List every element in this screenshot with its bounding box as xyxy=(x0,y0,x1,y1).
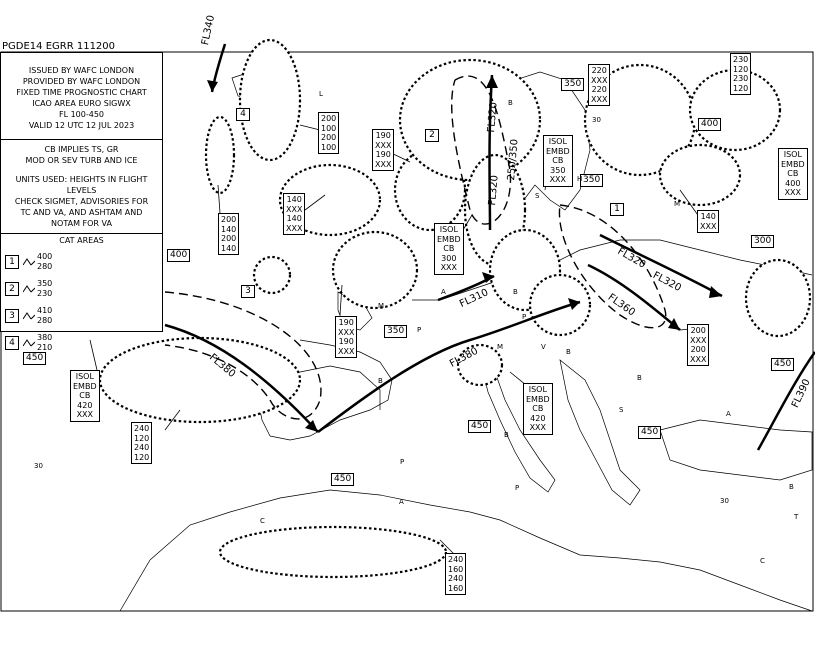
box-line: ISOL xyxy=(528,385,547,394)
cat-area-number: 2 xyxy=(5,282,19,296)
box-line: 200 xyxy=(221,234,237,243)
jet-level-label: FL380 xyxy=(448,345,481,370)
map-letter: P xyxy=(400,458,405,466)
box-line: ISOL xyxy=(783,150,802,159)
map-letter: P xyxy=(515,484,520,492)
map-letter: B xyxy=(637,374,642,382)
cat-area-values xyxy=(37,306,52,326)
map-letter: T xyxy=(794,513,799,521)
box-line: 200 xyxy=(321,114,337,123)
box-line: 120 xyxy=(733,83,749,93)
box-line: 190 xyxy=(338,337,354,346)
box-line: ISOL xyxy=(75,372,94,381)
box-line: EMBD xyxy=(546,146,570,156)
box-line: 240 xyxy=(134,443,150,452)
cat-area-row xyxy=(5,305,162,327)
box-line: 230 xyxy=(733,55,749,64)
map-letter: L xyxy=(319,90,323,98)
map-letter: S xyxy=(619,406,624,414)
issue-line: VALID 12 UTC 12 JUL 2023 xyxy=(28,121,135,130)
map-letter: M xyxy=(674,200,681,208)
map-letter: B xyxy=(566,348,571,356)
issue-line: PROVIDED BY WAFC LONDON xyxy=(22,77,141,86)
box-line: 160 xyxy=(448,583,464,593)
cat-area-row xyxy=(5,251,162,273)
jet-level-label: FL360 xyxy=(605,292,637,319)
map-letter: C xyxy=(760,557,765,565)
turb-icing-box xyxy=(445,553,466,595)
map-letter: P xyxy=(417,326,422,334)
tropopause-label: 450 xyxy=(23,352,46,365)
box-line: 300 xyxy=(441,253,457,263)
cat-area-values xyxy=(37,279,52,299)
box-line: XXX xyxy=(286,223,303,233)
box-line: 200 xyxy=(321,133,337,142)
box-line: XXX xyxy=(338,327,355,337)
box-line: XXX xyxy=(440,263,458,272)
note-line xyxy=(3,166,160,174)
box-line: XXX xyxy=(375,159,392,169)
map-letter: A xyxy=(399,498,404,506)
box-line: 220 xyxy=(591,85,607,94)
turbulence-icon xyxy=(23,339,35,347)
box-line: 350 xyxy=(550,165,566,175)
turb-icing-box xyxy=(335,316,357,358)
box-line: CB xyxy=(532,404,544,413)
cat-area-bottom: 230 xyxy=(37,289,53,298)
cat-area-number: 1 xyxy=(5,255,19,269)
map-letter: H xyxy=(577,175,583,183)
cat-area-number: 4 xyxy=(5,336,19,350)
map-letter: B xyxy=(504,431,509,439)
turb-icing-box xyxy=(131,422,152,464)
turbulence-icon xyxy=(23,312,35,320)
issue-block xyxy=(1,53,162,140)
box-line: XXX xyxy=(529,423,547,432)
tropopause-label: 350 xyxy=(580,174,603,187)
note-line: MOD OR SEV TURB AND ICE xyxy=(25,156,138,165)
cat-marker: 4 xyxy=(236,108,250,121)
cb-info-box xyxy=(543,135,573,187)
notes-block xyxy=(1,140,162,234)
box-line: XXX xyxy=(375,140,392,150)
box-line: 100 xyxy=(321,142,337,152)
box-line: 400 xyxy=(785,178,801,188)
map-letter: 30 xyxy=(34,462,43,470)
box-line: 220 xyxy=(591,66,607,75)
turbulence-icon xyxy=(23,285,35,293)
box-line: 140 xyxy=(286,195,302,204)
turb-icing-box xyxy=(687,324,709,366)
box-line: 420 xyxy=(530,413,546,423)
box-line: 200 xyxy=(221,215,237,224)
issue-line: ICAO AREA EURO SIGWX xyxy=(32,99,131,108)
tropopause-label: 300 xyxy=(751,235,774,248)
box-line: XXX xyxy=(76,410,94,419)
map-letter: V xyxy=(541,343,546,351)
cat-marker: 1 xyxy=(610,203,624,216)
map-letter: A xyxy=(726,410,731,418)
turb-icing-box xyxy=(372,129,394,171)
tropopause-label: 450 xyxy=(638,426,661,439)
cat-area-bottom: 280 xyxy=(37,262,53,271)
box-line: 240 xyxy=(448,574,464,583)
box-line: CB xyxy=(443,244,455,253)
map-letter: P xyxy=(522,313,527,321)
box-line: 120 xyxy=(134,452,150,462)
cat-area-bottom: 280 xyxy=(37,316,53,325)
chart-header: PGDE14 EGRR 111200 xyxy=(2,41,116,52)
tropopause-label: 350 xyxy=(561,78,584,91)
tropopause-label: 350 xyxy=(384,325,407,338)
box-line: 140 xyxy=(286,214,302,223)
note-line: CHECK SIGMET, ADVISORIES FOR xyxy=(14,197,149,206)
box-line: 120 xyxy=(134,433,150,443)
tropopause-label: 400 xyxy=(698,118,721,131)
cat-area-values xyxy=(37,252,52,272)
box-line: 100 xyxy=(321,123,337,133)
box-line: 140 xyxy=(221,224,237,234)
map-letter: B xyxy=(789,483,794,491)
box-line: CB xyxy=(552,156,564,165)
jet-level-label: FL320 xyxy=(650,270,683,294)
box-line: 420 xyxy=(77,400,93,410)
jet-level-label: FL320 xyxy=(486,101,500,133)
issue-line: FIXED TIME PROGNOSTIC CHART xyxy=(16,88,147,97)
jet-level-label: 250/350 xyxy=(506,138,521,181)
box-line: ISOL xyxy=(439,225,458,234)
box-line: EMBD xyxy=(437,234,461,244)
turb-icing-box xyxy=(697,210,719,233)
map-letter: B xyxy=(508,99,513,107)
box-line: EMBD xyxy=(73,381,97,391)
box-line: XXX xyxy=(549,175,567,184)
legend-panel xyxy=(0,52,163,352)
box-line: XXX xyxy=(690,335,707,345)
cat-areas-title: CAT AREAS xyxy=(59,236,104,245)
box-line: EMBD xyxy=(781,159,805,169)
cat-area-values xyxy=(37,333,52,353)
cat-area-top: 410 xyxy=(37,306,53,315)
issue-line: FL 100-450 xyxy=(58,110,105,119)
cb-info-box xyxy=(523,383,553,435)
turb-icing-box xyxy=(283,193,305,235)
box-line: 160 xyxy=(448,564,464,574)
box-line: XXX xyxy=(591,75,608,85)
cat-marker: 3 xyxy=(241,285,255,298)
cb-info-box xyxy=(70,370,100,422)
box-line: 190 xyxy=(375,131,391,140)
box-line: CB xyxy=(79,391,91,400)
box-line: 140 xyxy=(221,243,237,253)
note-line: UNITS USED: HEIGHTS IN FLIGHT LEVELS xyxy=(15,175,148,195)
box-line: XXX xyxy=(591,94,608,104)
box-line: 190 xyxy=(338,318,354,327)
cb-info-box xyxy=(434,223,464,275)
map-letter: 30 xyxy=(592,116,601,124)
cb-info-box xyxy=(778,148,808,200)
jet-level-label: FL320 xyxy=(487,174,501,206)
box-line: XXX xyxy=(338,346,355,356)
box-line: ISOL xyxy=(548,137,567,146)
box-line: 200 xyxy=(690,326,706,335)
jet-fl320-east xyxy=(600,235,722,296)
box-line: 120 xyxy=(733,64,749,74)
box-line: XXX xyxy=(784,188,802,197)
jet-level-label: FL380 xyxy=(206,352,238,380)
issue-line: ISSUED BY WAFC LONDON xyxy=(28,66,135,75)
jet-level-label: FL340 xyxy=(200,14,218,47)
box-line: 200 xyxy=(690,345,706,354)
turb-icing-box xyxy=(318,112,339,154)
cat-area-row xyxy=(5,278,162,300)
box-line: XXX xyxy=(700,221,717,231)
cat-area-top: 400 xyxy=(37,252,53,261)
tropopause-label: 450 xyxy=(468,420,491,433)
turb-icing-box xyxy=(218,213,239,255)
map-letter: C xyxy=(260,517,265,525)
tropopause-label: 400 xyxy=(167,249,190,262)
cat-area-number: 3 xyxy=(5,309,19,323)
jet-level-label: FL310 xyxy=(458,287,491,310)
map-letter: B xyxy=(378,377,383,385)
jet-level-label: FL320 xyxy=(615,246,648,271)
tropopause-label: 450 xyxy=(771,358,794,371)
map-letter: B xyxy=(513,288,518,296)
note-line: CB IMPLIES TS, GR xyxy=(44,145,119,154)
box-line: 240 xyxy=(134,424,150,433)
cat-area-row xyxy=(5,332,162,354)
box-line: XXX xyxy=(690,354,707,364)
box-line: XXX xyxy=(286,204,303,214)
box-line: CB xyxy=(787,169,799,178)
tropopause-label: 450 xyxy=(331,473,354,486)
map-letter: M xyxy=(497,343,504,351)
cat-area-top: 350 xyxy=(37,279,53,288)
map-letter: S xyxy=(535,192,540,200)
box-line: 190 xyxy=(375,150,391,159)
cat-area-top: 380 xyxy=(37,333,53,342)
map-letter: A xyxy=(441,288,446,296)
map-letter: M xyxy=(378,302,385,310)
map-letter: 30 xyxy=(720,497,729,505)
box-line: 140 xyxy=(700,212,716,221)
cat-marker: 2 xyxy=(425,129,439,142)
turbulence-icon xyxy=(23,258,35,266)
box-line: 230 xyxy=(733,74,749,83)
note-line: TC AND VA, AND ASHTAM AND xyxy=(20,208,143,217)
box-line: 240 xyxy=(448,555,464,564)
jet-level-label: FL390 xyxy=(790,377,813,410)
box-line: EMBD xyxy=(526,394,550,404)
note-line: NOTAM FOR VA xyxy=(51,219,112,228)
turb-icing-box xyxy=(730,53,751,95)
turb-icing-box xyxy=(588,64,610,106)
cat-area-bottom: 210 xyxy=(37,343,53,352)
